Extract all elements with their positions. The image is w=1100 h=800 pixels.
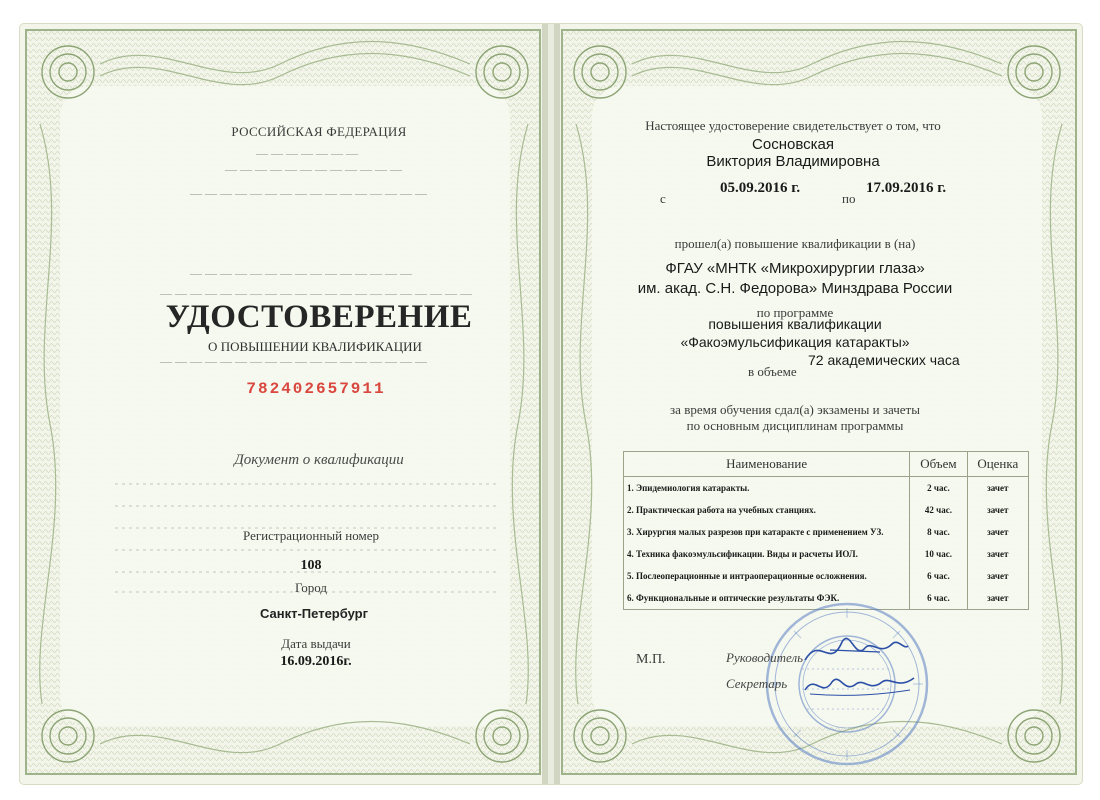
show-through-text: — — — — — — — — — — — — — — —	[190, 266, 412, 280]
row-hours: 10 час.	[910, 543, 967, 565]
country-name: РОССИЙСКАЯ ФЕДЕРАЦИЯ	[231, 124, 407, 139]
row-hours: 2 час.	[910, 477, 967, 500]
header-name: Наименование	[624, 452, 910, 477]
city-value: Санкт-Петербург	[259, 606, 369, 621]
issue-date-value: 16.09.2016г.	[280, 654, 352, 669]
date-from-label: с	[660, 191, 666, 206]
certificate-number: 782402657911	[246, 380, 386, 398]
row-grade: зачет	[967, 543, 1028, 565]
disciplines-table	[623, 451, 1029, 610]
row-grade: зачет	[967, 477, 1028, 500]
row-subject: 2. Практическая работа на учебных станциях.	[624, 499, 910, 521]
registration-number: 108	[300, 558, 322, 573]
row-subject: 5. Послеоперационные и интраоперационные осложнения.	[624, 565, 910, 587]
date-to-label: по	[842, 191, 856, 206]
recipient-name: Виктория Владимировна	[706, 153, 880, 170]
document-caption: Документ о квалификации	[234, 452, 404, 468]
row-hours: 6 час.	[910, 565, 967, 587]
head-signature	[800, 630, 910, 672]
recipient-surname: Сосновская	[752, 136, 834, 153]
row-subject: 3. Хирургия малых разрезов при катаракте с применением УЗ.	[624, 521, 910, 543]
table-row	[624, 499, 1029, 521]
table-row	[624, 477, 1029, 500]
row-grade: зачет	[967, 587, 1028, 610]
city-label: Город	[294, 580, 328, 595]
secretary-signature-label: Секретарь	[726, 676, 788, 691]
table-row	[624, 543, 1029, 565]
row-hours: 42 час.	[910, 499, 967, 521]
table-row	[624, 521, 1029, 543]
date-from: 05.09.2016 г.	[720, 180, 801, 196]
exams-line-2: по основным дисциплинам программы	[686, 418, 904, 433]
organization-line-2: им. акад. С.Н. Федорова» Минздрава России	[637, 280, 953, 297]
row-subject: 1. Эпидемиология катаракты.	[624, 477, 910, 500]
row-grade: зачет	[967, 565, 1028, 587]
volume-value: 72 академических часа	[808, 352, 960, 368]
seal-place-label: М.П.	[636, 652, 666, 667]
show-through-text: — — — — — — — — — — — — — — — —	[190, 186, 427, 200]
show-through-text: — — — — — — — — — — — —	[225, 162, 402, 176]
program-label: по программе	[756, 305, 834, 320]
show-through-text: — — — — — — — — — — — — — — — — — —	[160, 354, 427, 368]
secretary-signature	[800, 668, 920, 702]
exams-line-1: за время обучения сдал(а) экзамены и зачеты	[670, 402, 920, 417]
show-through-text: — — — — — — — — — — — — — — — — — — — — —	[160, 286, 472, 300]
table-row	[624, 565, 1029, 587]
header-volume: Объем	[910, 452, 967, 477]
intro-text: Настоящее удостоверение свидетельствует о том, что	[645, 118, 941, 133]
row-hours: 6 час.	[910, 587, 967, 610]
row-subject: 6. Функциональные и оптические результаты ФЭК.	[624, 587, 910, 610]
certificate-title: УДОСТОВЕРЕНИЕ	[165, 299, 473, 335]
program-line-2: «Факоэмульсификация катаракты»	[680, 334, 910, 350]
header-grade: Оценка	[967, 452, 1028, 477]
program-line-1: повышения квалификации	[708, 316, 882, 332]
organization-line-1: ФГАУ «МНТК «Микрохирургии глаза»	[665, 260, 925, 277]
row-grade: зачет	[967, 521, 1028, 543]
registration-label: Регистрационный номер	[243, 528, 379, 543]
row-grade: зачет	[967, 499, 1028, 521]
issue-date-label: Дата выдачи	[281, 636, 351, 651]
passed-text: прошел(а) повышение квалификации в (на)	[674, 236, 916, 251]
volume-label: в объеме	[748, 364, 797, 379]
table-header-row	[624, 452, 1029, 477]
row-subject: 4. Техника факоэмульсификации. Виды и расчеты ИОЛ.	[624, 543, 910, 565]
certificate-subtitle: О ПОВЫШЕНИИ КВАЛИФИКАЦИИ	[208, 339, 422, 354]
head-signature-label: Руководитель	[726, 650, 804, 665]
date-to: 17.09.2016 г.	[866, 180, 947, 196]
certificate-spread	[20, 24, 1082, 784]
row-hours: 8 час.	[910, 521, 967, 543]
show-through-text: — — — — — — —	[256, 146, 358, 160]
